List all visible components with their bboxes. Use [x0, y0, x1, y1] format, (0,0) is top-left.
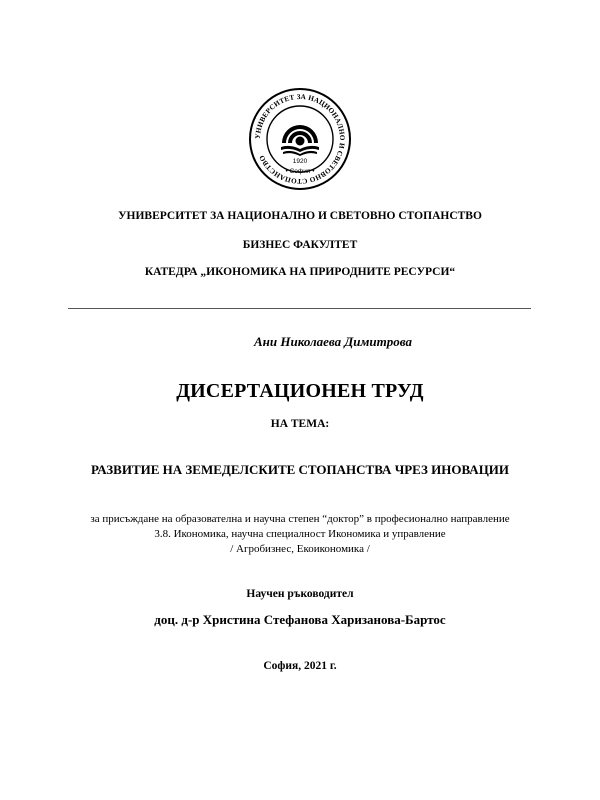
- author-name: Ани Николаева Димитрова: [254, 334, 412, 349]
- sun-book-emblem: [281, 125, 319, 156]
- degree-description-line-3: / Агробизнес, Екоикономика /: [230, 543, 370, 555]
- university-name: УНИВЕРСИТЕТ ЗА НАЦИОНАЛНО И СВЕТОВНО СТОПАНСТВО: [118, 210, 482, 222]
- theme-label: НА ТЕМА:: [270, 418, 330, 430]
- supervisor-label: Научен ръководител: [246, 588, 354, 600]
- logo-year: 1920: [292, 158, 308, 165]
- logo-ring-text: УНИВЕРСИТЕТ ЗА НАЦИОНАЛНО И СВЕТОВНО СТОПАНСТВО: [253, 92, 347, 186]
- dissertation-topic: РАЗВИТИЕ НА ЗЕМЕДЕЛСКИТЕ СТОПАНСТВА ЧРЕЗ ИНОВАЦИИ: [90, 462, 510, 477]
- degree-description-line-2: 3.8. Икономика, научна специалност Икономика и управление: [154, 528, 446, 540]
- logo-city: • София •: [285, 168, 315, 175]
- department-name: КАТЕДРА „ИКОНОМИКА НА ПРИРОДНИТЕ РЕСУРСИ“: [144, 266, 456, 278]
- faculty-name: БИЗНЕС ФАКУЛТЕТ: [242, 239, 358, 251]
- document-type-title: ДИСЕРТАЦИОНЕН ТРУД: [176, 380, 424, 402]
- university-logo: [248, 87, 352, 191]
- place-and-date: София, 2021 г.: [263, 660, 337, 672]
- divider-line: [68, 308, 531, 309]
- degree-description-line-1: за присъждане на образователна и научна степен “доктор” в професионално направление: [90, 513, 510, 525]
- supervisor-name: доц. д-р Христина Стефанова Харизанова-Бартос: [154, 612, 446, 627]
